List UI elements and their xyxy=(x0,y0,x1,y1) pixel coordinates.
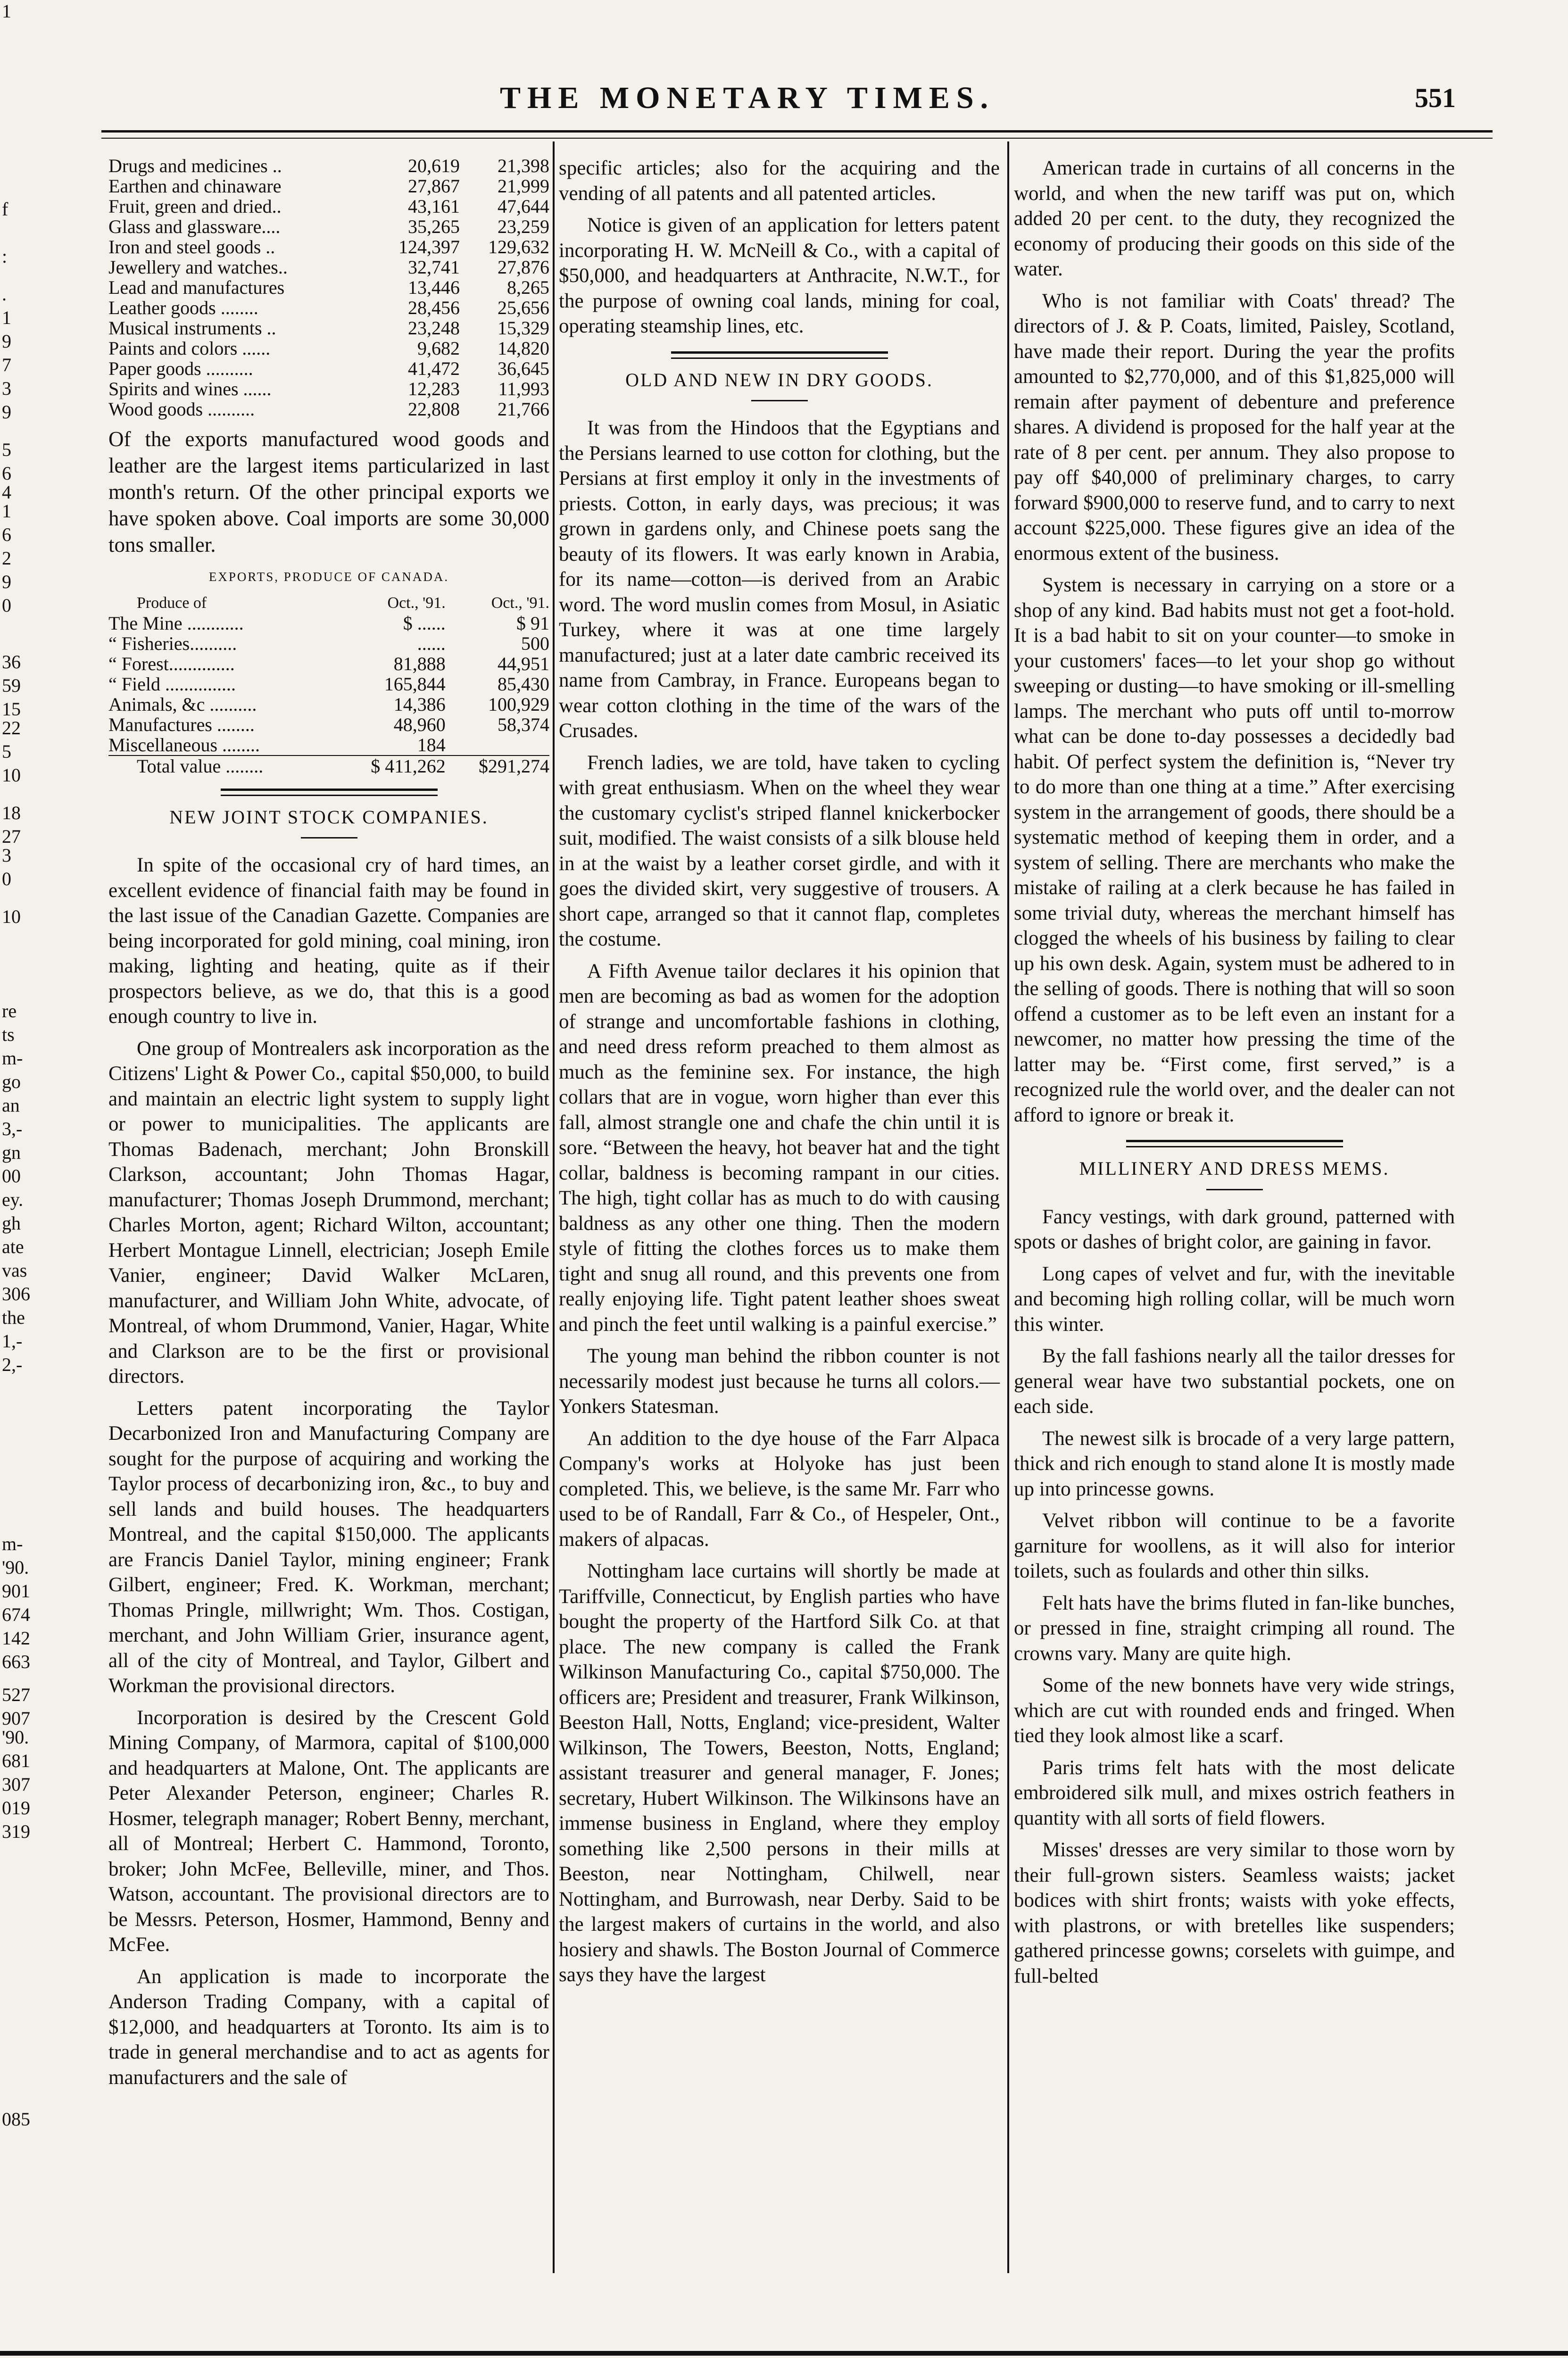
edge-fragment: 6 xyxy=(2,524,11,545)
edge-fragment: 3 xyxy=(2,378,11,399)
continued-text: specific articles; also for the acquiring and the vending of all patents and all patented articles. xyxy=(559,157,1000,205)
paragraph: It was from the Hindoos that the Egyptians and the Persians learned to use cotton for clothing, but the Persians at first employ it only in the investments of priests. Cotton, in early days, was precious; it was grown in gardens only, and Chinese poets sang the beauty of its flowers. It was early known in Arabia, for its name—cotton—is derived from an Arabic word. The word muslin comes from Mosul, in Asiatic Turkey, where it was at one time largely manufactured; just at a later date cambric received its name from Cambray, in France. Europeans began to wear cotton clothing in the time of the wars of the Crusades. xyxy=(559,417,1000,742)
table-cell: 43,161 xyxy=(408,196,460,217)
edge-fragment: f xyxy=(2,199,8,220)
table-row xyxy=(108,735,549,756)
table-cell: $291,274 xyxy=(479,755,549,777)
column-1 xyxy=(108,156,549,2097)
edge-fragment: vas xyxy=(2,1260,27,1281)
edge-fragment: 663 xyxy=(2,1651,30,1672)
table-cell xyxy=(446,735,549,756)
paragraph: The young man behind the ribbon counter is not necessarily modest just because he turns all colors.—Yonkers Statesman. xyxy=(559,1345,1000,1418)
edge-fragment: 0 xyxy=(2,595,11,616)
edge-fragment: 3 xyxy=(2,845,11,866)
paragraph: Paris trims felt hats with the most delicate embroidered silk mull, and mixes ostrich feathers in quantity with all sorts of field flowers. xyxy=(1014,1756,1455,1829)
edge-fragment: gn xyxy=(2,1142,21,1163)
paragraph: An application is made to incorporate the Anderson Trading Company, with a capital of $12,000, and headquarters at Toronto. Its aim is to trade in general merchandise and to act as agents for manufacturers and the sale of xyxy=(108,1965,549,2089)
table-cell: 32,741 xyxy=(408,257,460,278)
edge-fragment: 019 xyxy=(2,1797,30,1818)
header-rule-bottom xyxy=(101,138,1493,139)
exports-table-heading: EXPORTS, PRODUCE OF CANADA. xyxy=(208,570,449,584)
paragraph: The newest silk is brocade of a very large pattern, thick and rich enough to stand alone It is mostly made up into princesse gowns. xyxy=(1014,1427,1455,1500)
mcneill-notice: Notice is given of an application for letters patent incorporating H. W. McNeill & Co., with a capital of $50,000, and headquarters at Anthracite, N.W.T., for the purpose of owning coal lands, mining for coal, operating steamship lines, etc. xyxy=(559,214,1000,337)
table-cell: ...... xyxy=(417,632,446,654)
table-cell: Leather goods ........ xyxy=(108,297,258,318)
table-cell: Total value ........ xyxy=(137,755,264,777)
table-row xyxy=(108,156,549,176)
joint-stock-heading: NEW JOINT STOCK COMPANIES. xyxy=(169,806,489,828)
table-cell: Spirits and wines ...... xyxy=(108,378,272,399)
paragraph: Velvet ribbon will continue to be a favorite garniture for woollens, as it will also for interior toilets, such as foulards and other thin silks. xyxy=(1014,1510,1455,1582)
table-row xyxy=(108,654,549,674)
table-cell: 23,248 xyxy=(408,317,460,339)
edge-fragment: 527 xyxy=(2,1684,30,1705)
edge-fragment: 27 xyxy=(2,826,21,847)
paragraph: Misses' dresses are very similar to those worn by their full-grown sisters. Seamless waists; jacket bodices with shirt fronts; waists with yoke effects, with plastrons, or with bretelles like suspenders; gathered princesse gowns; corselets with guimpe, and full-belted xyxy=(1014,1839,1455,1987)
table-cell: 48,960 xyxy=(393,714,446,735)
edge-fragment: re xyxy=(2,1000,17,1021)
millinery-heading: MILLINERY AND DRESS MEMS. xyxy=(1079,1158,1390,1179)
table-row xyxy=(108,613,549,633)
table-cell: 20,619 xyxy=(408,155,460,176)
table-cell: Animals, &c .......... xyxy=(108,693,257,715)
table-cell: “ Fisheries.......... xyxy=(108,632,237,654)
table-cell: $ 411,262 xyxy=(371,755,446,777)
edge-fragment: m- xyxy=(2,1533,23,1554)
table-cell: 14,386 xyxy=(393,693,446,715)
table-row xyxy=(108,399,549,419)
table-cell: 23,259 xyxy=(498,216,549,237)
paragraph: In spite of the occasional cry of hard times, an excellent evidence of financial faith may be found in the last issue of the Canadian Gazette. Companies are being incorporated for gold mining, coal mining, iron making, lighting and heating, quite as if their prospectors believe, as we do, that this is a good enough country to live in. xyxy=(108,854,549,1028)
section-divider xyxy=(1126,1140,1343,1147)
table-cell: 21,766 xyxy=(498,399,549,420)
paragraph: Some of the new bonnets have very wide strings, which are cut with rounded ends and fringed. When tied they look almost like a scarf. xyxy=(1014,1674,1455,1747)
paragraph: An addition to the dye house of the Farr Alpaca Company's works at Holyoke has just been completed. This, we believe, is the same Mr. Farr who used to be of Randall, Farr & Co., of Hespeler, Ont., makers of alpacas. xyxy=(559,1427,1000,1551)
table-cell: 100,929 xyxy=(488,693,549,715)
table-cell: 12,283 xyxy=(408,378,460,399)
edge-fragment: 9 xyxy=(2,571,11,592)
exports-intro: Of the exports manufactured wood goods and leather are the largest items particularized in last month's return. Of the other principal exports we have spoken above. Coal imports are some 30,000 tons smaller. xyxy=(108,427,549,556)
table-cell: 11,993 xyxy=(498,378,549,399)
dry-goods-body xyxy=(559,415,1000,1988)
edge-fragment: 1 xyxy=(2,500,11,522)
table-cell: 129,632 xyxy=(488,236,549,257)
edge-fragment: ey. xyxy=(2,1189,24,1210)
table-cell: Oct., '91. xyxy=(491,594,549,612)
paragraph: System is necessary in carrying on a store or a shop of any kind. Bad habits must not get a foot-hold. It is a bad habit to sit on your counter—to smoke in your customers' faces—to let your shop go without sweeping or dusting—to have smoking or ill-smelling lamps. The merchant who puts off until to-morrow what can be done to-day possesses a decidedly bad habit. Of perfect system the definition is, “Never try to do more than one thing at a time.” After exercising system in the arrangement of goods, there should be a systematic method of keeping them in order, and a system of selling. There are merchants who make the mistake of railing at a clerk because he has failed in some trivial duty, whereas the merchant himself has clogged the wheels of his business by failing to clear up his own desk. Again, system must be adhered to in the selling of goods. There is nothing that will so soon offend a customer as to be left even an instant for a newcomer, no matter how pressing the time of the latter may be. “First come, first served,” is a recognized rule the world over, and the dealer can not afford to ignore or break it. xyxy=(1014,574,1455,1126)
table-cell: Paints and colors ...... xyxy=(108,338,271,359)
edge-fragment: 1 xyxy=(2,307,11,328)
edge-fragment: an xyxy=(2,1095,20,1116)
paragraph: Nottingham lace curtains will shortly be made at Tariffville, Connecticut, by English parties who have bought the property of the Hartford Silk Co. at that place. The new company is called the Frank Wilkinson Manufacturing Co., capital $750,000. The officers are; President and treasurer, Frank Wilkinson, Beeston Hall, Notts, England; vice-president, Walter Wilkinson, The Towers, Beeston, Notts, England; assistant treasurer and general manager, F. Jones; secretary, Hubert Wilkinson. The Wilkinsons have an immense business in England, where they employ something like 2,500 persons in their mills at Beeston, near Nottingham, Chilwell, near Nottingham, and Burrowash, near Derby. Said to be the largest makers of curtains in the world, and also hosiery and shawls. The Boston Journal of Commerce says they have the largest xyxy=(559,1560,1000,1986)
edge-fragment: 1,- xyxy=(2,1330,23,1352)
table-cell: 85,430 xyxy=(498,673,549,695)
table-cell: Produce of xyxy=(137,594,207,612)
table-cell: The Mine ............ xyxy=(108,612,244,634)
page-number: 551 xyxy=(1415,83,1456,113)
edge-fragment: 6 xyxy=(2,463,11,484)
edge-fragment: 22 xyxy=(2,717,21,739)
table-cell: $ 91 xyxy=(516,612,549,634)
dry-goods-heading: OLD AND NEW IN DRY GOODS. xyxy=(625,369,933,390)
edge-fragment: : xyxy=(2,246,8,267)
edge-fragment: 2,- xyxy=(2,1354,23,1375)
edge-fragment: 10 xyxy=(2,906,21,927)
table-cell: 47,644 xyxy=(498,196,549,217)
joint-stock-body xyxy=(108,853,549,2090)
table-cell: Fruit, green and dried.. xyxy=(108,196,282,217)
edge-fragment: 5 xyxy=(2,741,11,762)
table-cell: 165,844 xyxy=(384,673,446,695)
table-cell: 500 xyxy=(521,632,549,654)
section-divider xyxy=(671,351,888,359)
edge-fragment: 1 xyxy=(2,0,11,22)
edge-fragment: 674 xyxy=(2,1604,30,1625)
table-cell: Paper goods .......... xyxy=(108,358,253,379)
table-cell: 124,397 xyxy=(398,236,460,257)
table-row xyxy=(108,196,549,216)
table-row xyxy=(108,694,549,714)
edge-fragment: . xyxy=(2,283,7,305)
table-cell: 35,265 xyxy=(408,216,460,237)
edge-fragment: 00 xyxy=(2,1165,21,1187)
column-divider-2 xyxy=(1007,141,1009,2273)
paragraph: Fancy vestings, with dark ground, patterned with spots or dashes of bright color, are gaining in favor. xyxy=(1014,1205,1455,1253)
table-cell: $ ...... xyxy=(403,612,446,634)
table-cell: 21,398 xyxy=(498,155,549,176)
edge-fragment: 18 xyxy=(2,802,21,823)
table-cell: 27,876 xyxy=(498,257,549,278)
table-row xyxy=(108,338,549,358)
table-cell: Wood goods .......... xyxy=(108,399,255,420)
left-edge-fragments xyxy=(0,0,94,2358)
edge-fragment: 15 xyxy=(2,698,21,720)
table-cell: 14,820 xyxy=(498,338,549,359)
table-cell: 13,446 xyxy=(408,277,460,298)
table-row xyxy=(108,379,549,399)
edge-fragment: '90. xyxy=(2,1557,29,1578)
table-total-row xyxy=(108,756,549,776)
edge-fragment: 319 xyxy=(2,1821,30,1842)
table-cell: 25,656 xyxy=(498,297,549,318)
paragraph: Letters patent incorporating the Taylor Decarbonized Iron and Manufacturing Company are sought for the purpose of acquiring and working the Taylor process of decarbonizing iron, &c., to buy and sell lands and build houses. The headquarters Montreal, and the capital $150,000. The applicants are Francis Daniel Taylor, mining engineer; Frank Gilbert, engineer; Fred. K. Workman, merchant; Thomas Pringle, millwright; Wm. Thos. Costigan, merchant, and John William Grier, insurance agent, all of the city of Montreal, and Taylor, Gilbert and Workman the provisional directors. xyxy=(108,1397,549,1697)
paragraph: By the fall fashions nearly all the tailor dresses for general wear have two substantial pockets, one on each side. xyxy=(1014,1345,1455,1418)
column-divider-1 xyxy=(553,141,555,2273)
edge-fragment: 36 xyxy=(2,651,21,673)
edge-fragment: 085 xyxy=(2,2109,30,2130)
table-cell: Jewellery and watches.. xyxy=(108,257,288,278)
edge-fragment: go xyxy=(2,1071,21,1092)
edge-fragment: the xyxy=(2,1307,25,1328)
paragraph: American trade in curtains of all concerns in the world, and when the new tariff was put on, which added 20 per cent. to the duty, they recognized the economy of producing their goods on this side of the water. xyxy=(1014,157,1455,280)
table-cell: 81,888 xyxy=(393,653,446,674)
table-cell: Drugs and medicines .. xyxy=(108,155,282,176)
table-cell: Musical instruments .. xyxy=(108,317,276,339)
table-cell: 41,472 xyxy=(408,358,460,379)
edge-fragment: 9 xyxy=(2,331,11,352)
heading-underline xyxy=(751,400,808,401)
table-cell: 8,265 xyxy=(507,277,549,298)
edge-fragment: m- xyxy=(2,1047,23,1069)
paragraph: Incorporation is desired by the Crescent Gold Mining Company, of Marmora, capital of $100,000 and headquarters at Malone, Ont. The applicants are Peter Alexander Peterson, engineer; Charles R. Hosmer, telegraph manager; Robert Benny, merchant, all of Montreal; Herbert C. Hammond, Toronto, broker; John McFee, Belleville, miner, and Thos. Watson, accountant. The provisional directors are to be Messrs. Peterson, Hosmer, Hammond, Benny and McFee. xyxy=(108,1706,549,1956)
table-cell: 44,951 xyxy=(498,653,549,674)
table-cell: Earthen and chinaware xyxy=(108,175,282,197)
masthead-title: THE MONETARY TIMES. xyxy=(500,81,995,115)
paragraph: Felt hats have the brims fluted in fan-like bunches, or pressed in fine, straight crimping all round. The crowns vary. Many are quite high. xyxy=(1014,1592,1455,1665)
table-row xyxy=(108,277,549,298)
table-row xyxy=(108,358,549,379)
table-cell: Manufactures ........ xyxy=(108,714,255,735)
section-divider xyxy=(221,789,438,796)
header-rule-top xyxy=(101,130,1493,133)
page-header xyxy=(0,71,1509,123)
edge-fragment: ts xyxy=(2,1024,15,1045)
edge-fragment: 681 xyxy=(2,1750,30,1771)
table-cell: Glass and glassware.... xyxy=(108,216,281,237)
table-header-row xyxy=(108,593,549,613)
exports-table xyxy=(108,593,549,776)
table-cell: 27,867 xyxy=(408,175,460,197)
heading-underline xyxy=(1206,1189,1263,1190)
heading-underline xyxy=(301,837,357,839)
table-cell: 9,682 xyxy=(417,338,460,359)
imports-table xyxy=(108,156,549,419)
table-row xyxy=(108,674,549,694)
edge-fragment: 4 xyxy=(2,482,11,503)
table-cell: 15,329 xyxy=(498,317,549,339)
paragraph: A Fifth Avenue tailor declares it his opinion that men are becoming as bad as women for the adoption of strange and uncomfortable fashions in clothing, and need dress reform preached to them almost as much as the feminine sex. For instance, the high collars that are in vogue, worn higher than ever this fall, almost strangle one and chafe the chin until it is sore. “Between the heavy, hot beaver hat and the tight collar, baldness is becoming rampant in our cities. The high, tight collar has as much to do with causing baldness as any other one thing. Then the modern style of fitting the clothes forces us to make them tight and snug all round, and this prevents one from really enjoying life. Tight patent leather shoes sweat and pinch the feet until walking is a painful exercise.” xyxy=(559,960,1000,1336)
edge-fragment: gh xyxy=(2,1212,21,1234)
edge-fragment: 901 xyxy=(2,1580,30,1602)
edge-fragment: 5 xyxy=(2,439,11,460)
paragraph: Long capes of velvet and fur, with the inevitable and becoming high rolling collar, will be much worn this winter. xyxy=(1014,1262,1455,1336)
millinery-body xyxy=(1014,1204,1455,1989)
edge-fragment: 3,- xyxy=(2,1118,23,1139)
column-3 xyxy=(1014,156,1455,1995)
edge-fragment: ate xyxy=(2,1236,24,1257)
table-cell: Lead and manufactures xyxy=(108,277,285,298)
edge-fragment: 7 xyxy=(2,354,11,375)
table-cell: “ Field ............... xyxy=(108,673,236,695)
edge-fragment: 307 xyxy=(2,1774,30,1795)
table-row xyxy=(108,318,549,338)
table-row xyxy=(108,257,549,277)
table-cell: 36,645 xyxy=(498,358,549,379)
table-cell: 21,999 xyxy=(498,175,549,197)
table-row xyxy=(108,298,549,318)
table-cell: Miscellaneous ........ xyxy=(108,734,260,756)
edge-fragment: 59 xyxy=(2,675,21,696)
table-row xyxy=(108,216,549,237)
edge-fragment: 9 xyxy=(2,401,11,423)
table-row xyxy=(108,633,549,654)
edge-fragment: 306 xyxy=(2,1283,30,1304)
table-row xyxy=(108,176,549,196)
edge-fragment: 10 xyxy=(2,764,21,786)
table-cell: Oct., '91. xyxy=(387,594,446,612)
table-row xyxy=(108,714,549,735)
paragraph: Who is not familiar with Coats' thread? The directors of J. & P. Coats, limited, Paisley, Scotland, have made their report. During the year the profits amounted to $2,770,000, and of this $1,825,000 will remain after payment of debenture and preference shares. A dividend is proposed for the half year at the rate of 8 per cent. per annum. They also propose to pay off $40,000 of preliminary charges, to carry forward $900,000 to reserve fund, and to carry to next account $225,000. These figures give an idea of the enormous extent of the business. xyxy=(1014,290,1455,565)
edge-fragment: 2 xyxy=(2,548,11,569)
edge-fragment: 142 xyxy=(2,1627,30,1649)
column-3-body xyxy=(1014,156,1455,1128)
table-cell: 28,456 xyxy=(408,297,460,318)
page-bottom-edge xyxy=(0,2351,1568,2356)
paragraph: French ladies, we are told, have taken to cycling with great enthusiasm. When on the wheel they wear the customary cyclist's striped flannel knickerbocker suit, modified. The waist consists of a silk blouse held in at the waist by a leather corset girdle, and with it goes the divided skirt, very suggestive of trousers. A short cape, arranged so that it cannot flap, completes the costume. xyxy=(559,751,1000,950)
table-cell: 58,374 xyxy=(498,714,549,735)
table-cell: “ Forest.............. xyxy=(108,653,235,674)
column-2 xyxy=(559,156,1000,1994)
table-cell: 184 xyxy=(417,734,446,756)
table-cell: Iron and steel goods .. xyxy=(108,236,275,257)
edge-fragment: '90. xyxy=(2,1727,29,1748)
table-row xyxy=(108,237,549,257)
paragraph: One group of Montrealers ask incorporation as the Citizens' Light & Power Co., capital $50,000, to build and maintain an electric light system to supply light or power to municipalities. The applicants are Thomas Badenach, merchant; John Bronskill Clarkson, accountant; John Thomas Hagar, manufacturer; Thomas Joseph Drummond, merchant; Charles Morton, agent; Richard Wilton, accountant; Herbert Montague Linnell, electrician; Joseph Emile Vanier, engineer; David Walker McLaren, manufacturer, and William John White, advocate, of Montreal, of whom Drummond, Vanier, Hagar, White and Clarkson are to be the first or provisional directors. xyxy=(108,1037,549,1387)
edge-fragment: 907 xyxy=(2,1708,30,1729)
table-cell: 22,808 xyxy=(408,399,460,420)
edge-fragment: 0 xyxy=(2,868,11,889)
